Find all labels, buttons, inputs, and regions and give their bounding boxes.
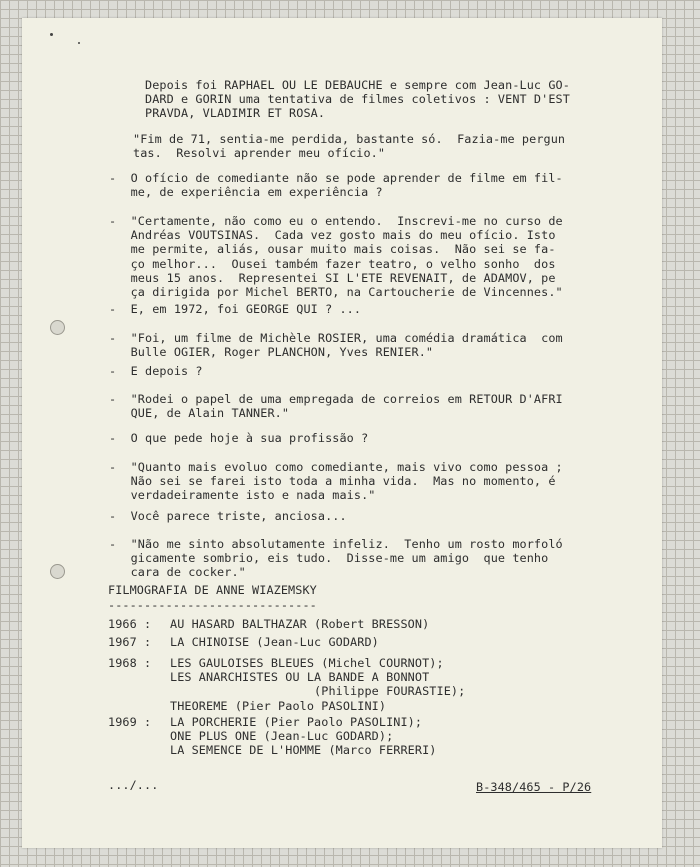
answer-infeliz: - "Não me sinto absolutamente infeliz. Tenho um rosto morfoló gicamente sombrio, eis tudo. Disse-me um amigo que tenho cara de cocker.": [109, 537, 563, 580]
quote-end-71: "Fim de 71, sentia-me perdida, bastante só. Fazia-me pergun tas. Resolvi aprender meu ofício.": [133, 132, 566, 161]
paragraph-intro: Depois foi RAPHAEL OU LE DEBAUCHE e sempre com Jean-Luc GO- DARD e GORIN uma tentativa de filmes coletivos : VENT D'EST PRAVDA, VLADIMIR ET ROSA.: [145, 78, 570, 121]
punch-hole-upper: [50, 320, 65, 335]
punch-hole-lower: [50, 564, 65, 579]
filmography-year: 1967 :: [108, 635, 152, 649]
filmography-year: 1969 :: [108, 715, 152, 729]
answer-comediante: - "Quanto mais evoluo como comediante, mais vivo como pessoa ; Não sei se farei isto toda a minha vida. Mas no momento, é verdadeiramente isto e nada mais.": [109, 460, 563, 503]
question-1972: - E, em 1972, foi GEORGE QUI ? ...: [109, 302, 362, 316]
question-oficio: - O ofício de comediante não se pode aprender de filme em fil- me, de experiência em experiência ?: [109, 171, 563, 200]
filmography-rule: -----------------------------: [108, 598, 317, 612]
question-profissao: - O que pede hoje à sua profissão ?: [109, 431, 369, 445]
ink-speck: [50, 33, 53, 36]
document-page: [22, 18, 662, 848]
question-e-depois: - E depois ?: [109, 364, 203, 378]
filmography-films: LA CHINOISE (Jean-Luc GODARD): [170, 635, 379, 649]
filmography-heading: FILMOGRAFIA DE ANNE WIAZEMSKY: [108, 583, 317, 597]
question-triste: - Você parece triste, anciosa...: [109, 509, 347, 523]
continuation-mark: .../...: [108, 778, 159, 792]
ink-speck: [78, 42, 80, 44]
answer-retour-dafrique: - "Rodei o papel de uma empregada de correios em RETOUR D'AFRI QUE, de Alain TANNER.": [109, 392, 563, 421]
answer-george-qui: - "Foi, um filme de Michèle ROSIER, uma comédia dramática com Bulle OGIER, Roger PLANCHON, Yves RENIER.": [109, 331, 563, 360]
document-reference: B-348/465 - P/26: [476, 780, 592, 794]
filmography-year: 1968 :: [108, 656, 152, 670]
filmography-year: 1966 :: [108, 617, 152, 631]
filmography-films: AU HASARD BALTHAZAR (Robert BRESSON): [170, 617, 430, 631]
filmography-films: LES GAULOISES BLEUES (Michel COURNOT); LES ANARCHISTES OU LA BANDE A BONNOT (Philippe FOURASTIE); THEOREME (Pier Paolo PASOLINI): [170, 656, 466, 713]
answer-certamente: - "Certamente, não como eu o entendo. Inscrevi-me no curso de Andréas VOUTSINAS. Cada vez gosto mais do meu ofício. Isto me permite, aliás, ousar muito mais coisas. Não sei se fa- ço melhor... Ousei também fazer teatro, o velho sonho dos meus 15 anos. Representei SI L'ETE REVENAIT, de ADAMOV, pe ça dirigida por Michel BERTO, na Cartoucherie de Vincennes.": [109, 214, 563, 300]
filmography-films: LA PORCHERIE (Pier Paolo PASOLINI); ONE PLUS ONE (Jean-Luc GODARD); LA SEMENCE DE L'HOMME (Marco FERRERI): [170, 715, 437, 758]
